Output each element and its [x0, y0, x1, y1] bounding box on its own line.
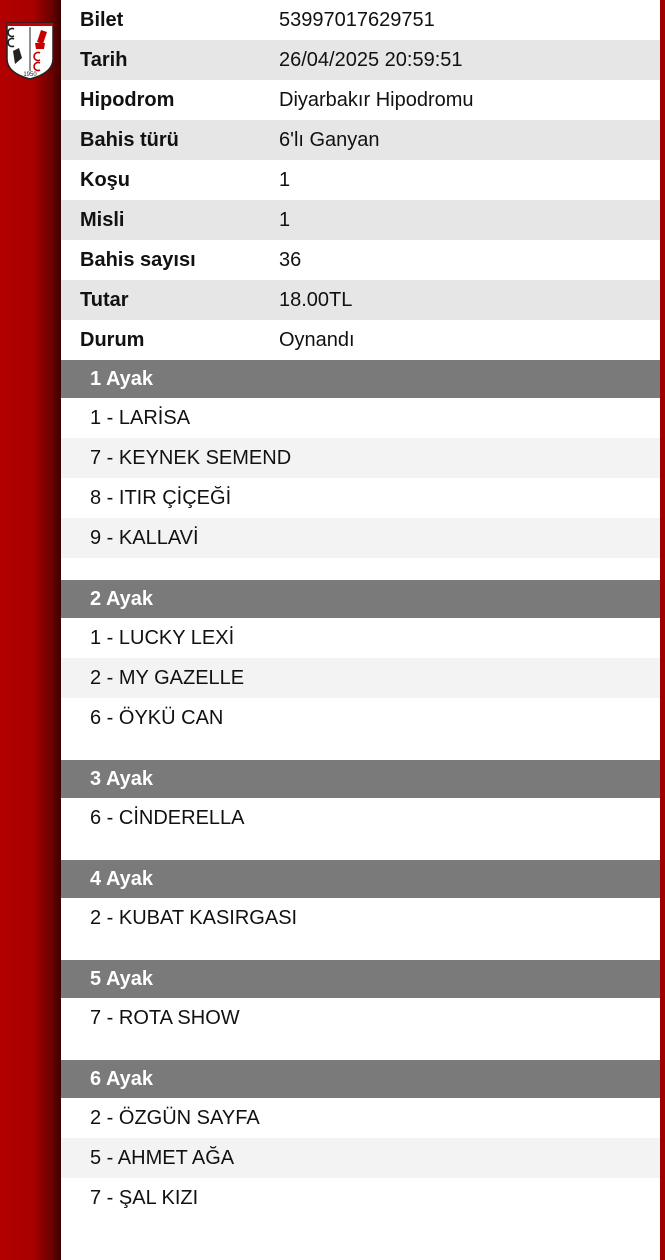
info-label: Bilet [80, 8, 124, 31]
leg-section [61, 960, 660, 1060]
leg-section [61, 760, 660, 860]
horse-item: 1 - LARİSA [90, 406, 191, 429]
info-row-tutar [61, 280, 660, 320]
info-label: Misli [80, 208, 125, 231]
horse-item: 2 - ÖZGÜN SAYFA [90, 1106, 260, 1129]
horse-item: 2 - MY GAZELLE [61, 658, 660, 698]
logo-year: 1950 [23, 72, 37, 78]
leg-header: 6 Ayak [61, 1060, 660, 1098]
info-label: Tarih [80, 48, 128, 71]
horse-item: 5 - AHMET AĞA [61, 1138, 660, 1178]
leg-section [61, 360, 660, 580]
info-value: 1 [279, 208, 291, 231]
horse-item: 8 - ITIR ÇİÇEĞİ [90, 486, 232, 509]
info-label: Durum [80, 328, 145, 351]
club-logo[interactable] [5, 19, 55, 81]
info-row-bilet [61, 0, 660, 40]
info-value: 18.00TL [279, 288, 353, 311]
info-label: Hipodrom [80, 88, 175, 111]
info-row-durum [61, 320, 660, 360]
info-value: 26/04/2025 20:59:51 [279, 48, 463, 71]
leg-header: 2 Ayak [61, 580, 660, 618]
leg-spacer [61, 938, 660, 960]
horse-item: 1 - LUCKY LEXİ [90, 626, 235, 649]
left-sidebar [0, 0, 61, 1260]
horse-item: 2 - KUBAT KASIRGASI [90, 906, 298, 929]
leg-spacer [61, 1038, 660, 1060]
info-value: 6'lı Ganyan [279, 128, 380, 151]
info-row-bahis-turu [61, 120, 660, 160]
right-edge-bar [660, 0, 665, 1260]
horse-item: 9 - KALLAVİ [61, 518, 660, 558]
horse-item: 6 - ÖYKÜ CAN [90, 706, 224, 729]
info-row-kosu [61, 160, 660, 200]
leg-header: 5 Ayak [61, 960, 660, 998]
info-label: Koşu [80, 168, 130, 191]
horse-item: 7 - ROTA SHOW [90, 1006, 240, 1029]
leg-spacer [61, 738, 660, 760]
info-value: Diyarbakır Hipodromu [279, 88, 474, 111]
info-value: 1 [279, 168, 291, 191]
leg-header: 4 Ayak [61, 860, 660, 898]
leg-spacer [61, 558, 660, 580]
leg-header: 3 Ayak [61, 760, 660, 798]
horse-item: 7 - KEYNEK SEMEND [61, 438, 660, 478]
info-value: 53997017629751 [279, 8, 435, 31]
horse-item: 6 - CİNDERELLA [90, 806, 245, 829]
info-row-tarih [61, 40, 660, 80]
info-value: Oynandı [279, 328, 355, 351]
info-row-bahis-sayisi [61, 240, 660, 280]
ticket-detail [61, 0, 660, 1260]
leg-header: 1 Ayak [61, 360, 660, 398]
leg-section [61, 1060, 660, 1218]
info-label: Bahis sayısı [80, 248, 196, 271]
info-row-hipodrom [61, 80, 660, 120]
ticket-info-table [61, 0, 660, 360]
horse-item: 7 - ŞAL KIZI [90, 1186, 199, 1209]
leg-section [61, 860, 660, 960]
info-label: Tutar [80, 288, 129, 311]
info-row-misli [61, 200, 660, 240]
leg-section [61, 580, 660, 760]
leg-spacer [61, 838, 660, 860]
info-value: 36 [279, 248, 302, 271]
info-label: Bahis türü [80, 128, 179, 151]
